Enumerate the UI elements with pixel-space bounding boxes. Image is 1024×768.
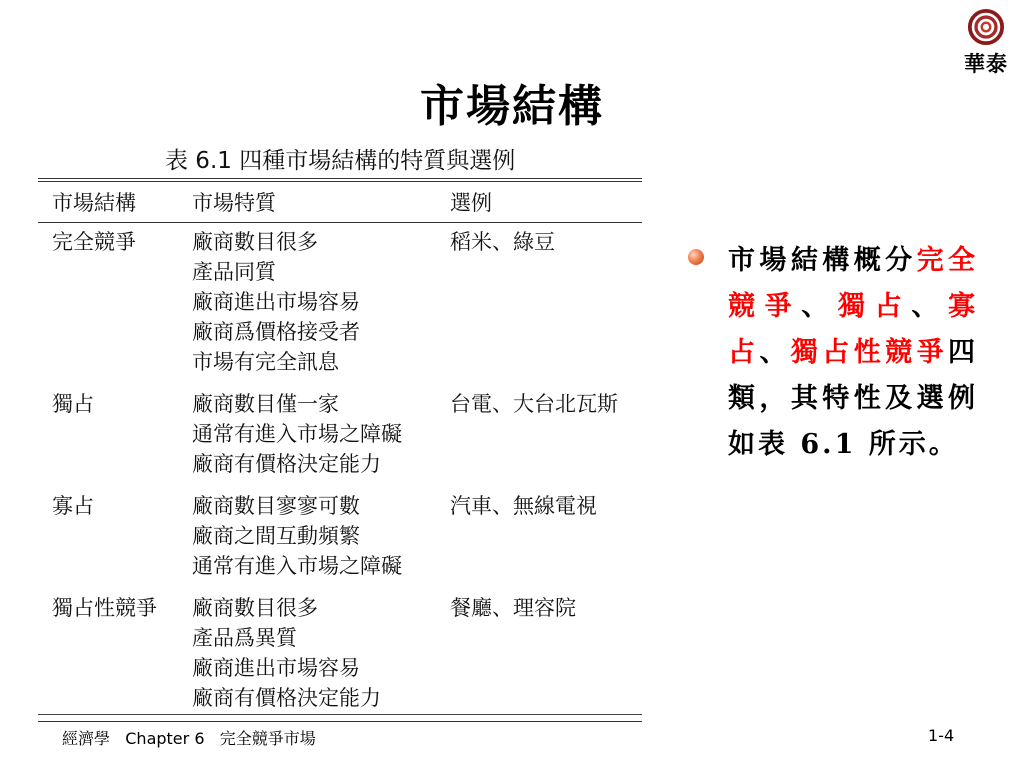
footer-page-number: 1-4 [928, 726, 955, 745]
bullet-text [728, 238, 978, 468]
bullet-text-part: 四類，其特性及選例如表 6.1 所示。 [728, 337, 979, 460]
cell-example: 餐廳、理容院 [450, 596, 576, 620]
bullet-point [688, 238, 978, 468]
trait-line: 廠商有價格決定能力 [192, 452, 381, 476]
trait-line: 通常有進入市場之障礙 [192, 554, 402, 578]
footer-course-label: 經濟學 Chapter 6 完全競爭市場 [62, 729, 316, 748]
header-structure: 市場結構 [52, 191, 136, 215]
cell-example: 汽車、無線電視 [450, 494, 597, 518]
trait-line: 廠商數目很多 [192, 596, 318, 620]
cell-example: 台電、大台北瓦斯 [450, 392, 618, 416]
table-row [38, 589, 642, 722]
highlight-term: 完全競爭 [728, 245, 979, 322]
bullet-text-part: 市場結構概分 [728, 245, 917, 276]
footer-divider [38, 714, 642, 715]
trait-line: 產品爲異質 [192, 626, 297, 650]
highlight-term: 獨占性競爭 [790, 337, 949, 368]
table-row [38, 223, 642, 386]
trait-line: 市場有完全訊息 [192, 350, 339, 374]
separator: 、 [759, 337, 791, 368]
cell-traits [178, 385, 436, 487]
cell-traits [178, 589, 436, 722]
header-examples: 選例 [450, 191, 492, 215]
header-traits: 市場特質 [192, 191, 276, 215]
table-row [38, 487, 642, 589]
highlight-term: 寡占 [728, 291, 979, 368]
cell-structure: 完全競爭 [52, 230, 136, 254]
trait-line: 產品同質 [192, 260, 276, 284]
logo-text: 華泰 [964, 52, 1008, 76]
spiral-ring-icon [967, 8, 1005, 46]
cell-structure: 獨占性競爭 [52, 596, 157, 620]
trait-line: 廠商數目僅一家 [192, 392, 339, 416]
trait-line: 廠商進出市場容易 [192, 656, 360, 680]
bullet-dot-icon [688, 249, 704, 265]
table-header-row [38, 180, 642, 223]
table-caption: 表 6.1 四種市場結構的特質與選例 [165, 148, 516, 174]
cell-structure: 寡占 [52, 494, 94, 518]
table-row [38, 385, 642, 487]
cell-example: 稻米、綠豆 [450, 230, 555, 254]
cell-structure: 獨占 [52, 392, 94, 416]
cell-traits [178, 487, 436, 589]
trait-line: 廠商有價格決定能力 [192, 686, 381, 710]
slide-title: 市場結構 [420, 81, 604, 132]
trait-line: 廠商進出市場容易 [192, 290, 360, 314]
cell-traits [178, 223, 436, 386]
separator: 、 [911, 291, 949, 322]
trait-line: 廠商爲價格接受者 [192, 320, 360, 344]
highlight-term: 獨占 [838, 291, 912, 322]
market-structure-table-container [38, 178, 642, 722]
trait-line: 通常有進入市場之障礙 [192, 422, 402, 446]
separator: 、 [801, 291, 839, 322]
trait-line: 廠商數目很多 [192, 230, 318, 254]
market-structure-table [38, 178, 642, 722]
trait-line: 廠商之間互動頻繁 [192, 524, 360, 548]
trait-line: 廠商數目寥寥可數 [192, 494, 360, 518]
